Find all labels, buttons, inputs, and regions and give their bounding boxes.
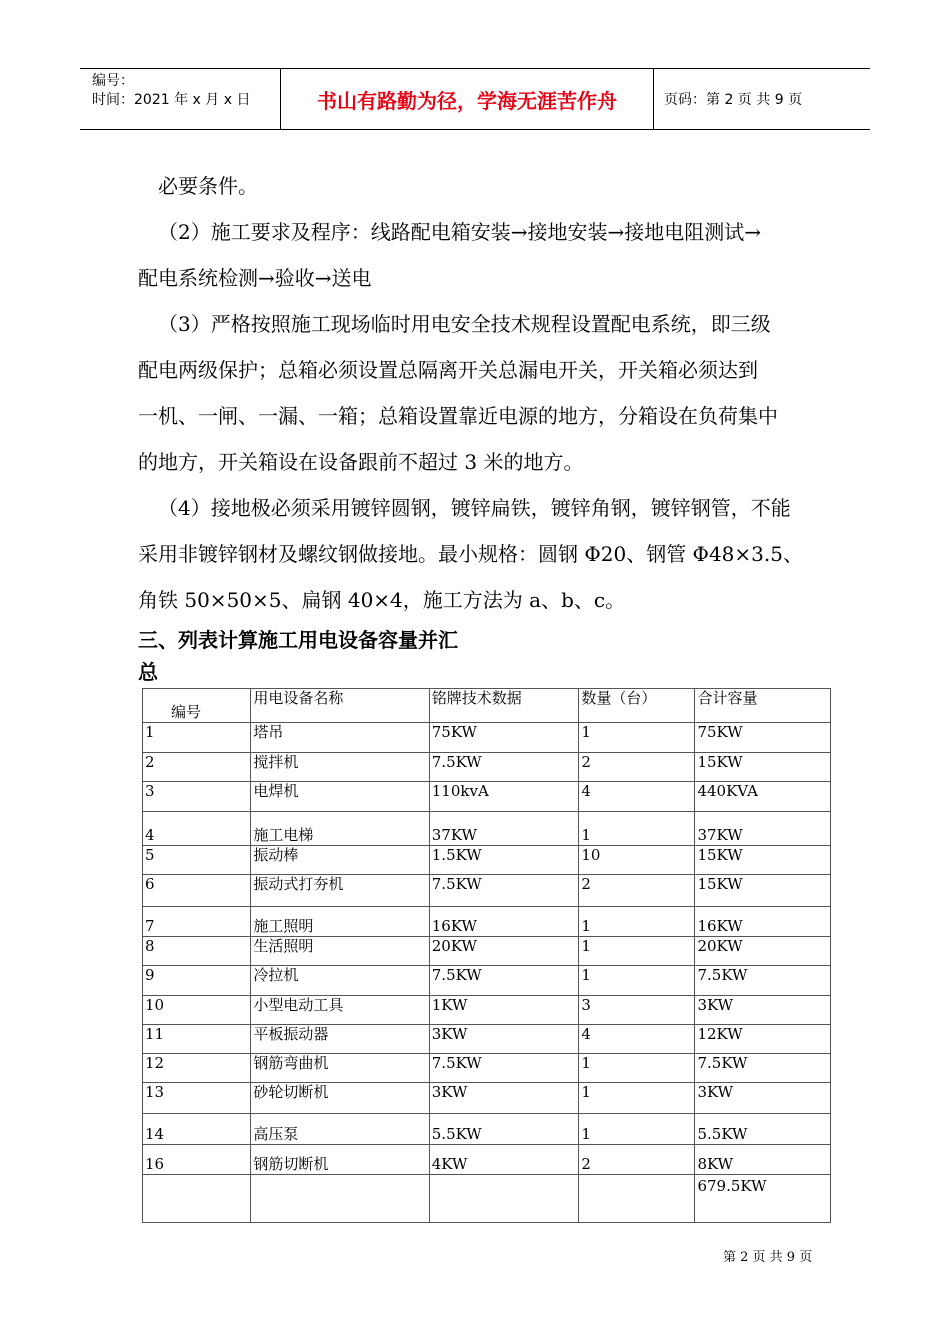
cell-spec: 1.5KW <box>429 846 579 875</box>
cell-total: 8KW <box>695 1145 831 1175</box>
cell-total: 12KW <box>695 1025 831 1054</box>
para4-line-1: （4）接地极必须采用镀锌圆钢，镀锌扁铁，镀锌角钢，镀锌钢管，不能 <box>158 496 791 520</box>
table-row <box>143 1114 831 1145</box>
table-row <box>143 1054 831 1083</box>
table-row <box>143 812 831 846</box>
cell-empty <box>143 1175 251 1223</box>
cell-spec: 7.5KW <box>429 753 579 782</box>
cell-name: 高压泵 <box>251 1114 429 1145</box>
table-row <box>143 937 831 966</box>
para3-line-3: 一机、一闸、一漏、一箱；总箱设置靠近电源的地方，分箱设在负荷集中 <box>138 404 778 428</box>
cell-spec: 110kvA <box>429 782 579 812</box>
cell-empty <box>429 1175 579 1223</box>
cell-empty <box>579 1175 695 1223</box>
cell-name: 施工电梯 <box>251 812 429 846</box>
cell-number: 8 <box>143 937 251 966</box>
cell-total: 15KW <box>695 875 831 907</box>
cell-qty: 1 <box>579 966 695 996</box>
cell-qty: 1 <box>579 1083 695 1114</box>
table-row <box>143 753 831 782</box>
cell-name: 塔吊 <box>251 723 429 753</box>
cell-spec: 5.5KW <box>429 1114 579 1145</box>
para3-line-2: 配电两级保护；总箱必须设置总隔离开关总漏电开关，开关箱必须达到 <box>138 358 758 382</box>
cell-qty: 2 <box>579 1145 695 1175</box>
table-total-row <box>143 1175 831 1223</box>
cell-name: 冷拉机 <box>251 966 429 996</box>
cell-total: 3KW <box>695 1083 831 1114</box>
cell-name: 钢筋切断机 <box>251 1145 429 1175</box>
table-row <box>143 996 831 1025</box>
cell-name: 砂轮切断机 <box>251 1083 429 1114</box>
cell-number: 11 <box>143 1025 251 1054</box>
header-cell-total: 合计容量 <box>695 689 831 723</box>
cell-number: 7 <box>143 907 251 937</box>
cell-number: 9 <box>143 966 251 996</box>
para3-line-1: （3）严格按照施工现场临时用电安全技术规程设置配电系统，即三级 <box>158 312 771 336</box>
cell-qty: 4 <box>579 1025 695 1054</box>
cell-number: 2 <box>143 753 251 782</box>
cell-name: 电焊机 <box>251 782 429 812</box>
cell-spec: 37KW <box>429 812 579 846</box>
section-title-line-1: 三、列表计算施工用电设备容量并汇 <box>138 628 458 652</box>
table-row <box>143 723 831 753</box>
cell-total: 5.5KW <box>695 1114 831 1145</box>
cell-qty: 1 <box>579 1054 695 1083</box>
cell-name: 振动棒 <box>251 846 429 875</box>
cell-number: 13 <box>143 1083 251 1114</box>
table-row <box>143 966 831 996</box>
cell-name: 振动式打夯机 <box>251 875 429 907</box>
header-cell-qty: 数量（台） <box>579 689 695 723</box>
cell-qty: 1 <box>579 907 695 937</box>
cell-number: 5 <box>143 846 251 875</box>
table-row <box>143 1145 831 1175</box>
cell-qty: 2 <box>579 875 695 907</box>
cell-total: 15KW <box>695 846 831 875</box>
header-page-cell <box>654 69 870 129</box>
cell-number: 14 <box>143 1114 251 1145</box>
header-cell-number: 编号 <box>143 689 251 723</box>
cell-name: 平板振动器 <box>251 1025 429 1054</box>
cell-name: 施工照明 <box>251 907 429 937</box>
cell-spec: 3KW <box>429 1083 579 1114</box>
cell-qty: 4 <box>579 782 695 812</box>
para3-line-4: 的地方，开关箱设在设备跟前不超过 3 米的地方。 <box>138 450 584 474</box>
cell-spec: 7.5KW <box>429 875 579 907</box>
cell-total: 16KW <box>695 907 831 937</box>
table-row <box>143 782 831 812</box>
cell-qty: 1 <box>579 1114 695 1145</box>
cell-total: 440KVA <box>695 782 831 812</box>
cell-number: 10 <box>143 996 251 1025</box>
cell-name: 搅拌机 <box>251 753 429 782</box>
table-row <box>143 846 831 875</box>
cell-qty: 1 <box>579 937 695 966</box>
cell-spec: 1KW <box>429 996 579 1025</box>
cell-qty: 3 <box>579 996 695 1025</box>
cell-number: 16 <box>143 1145 251 1175</box>
para4-line-2: 采用非镀锌钢材及螺纹钢做接地。最小规格：圆钢 Φ20、钢管 Φ48×3.5、 <box>138 542 803 566</box>
cell-number: 1 <box>143 723 251 753</box>
header-page-label: 页码：第 2 页 共 9 页 <box>664 92 803 108</box>
table-row <box>143 907 831 937</box>
header-cell-spec: 铭牌技术数据 <box>429 689 579 723</box>
cell-total: 7.5KW <box>695 1054 831 1083</box>
equipment-table <box>142 688 831 1223</box>
header-time-label: 时间：2021 年 x 月 x 日 <box>92 92 251 108</box>
cell-number: 6 <box>143 875 251 907</box>
cell-spec: 16KW <box>429 907 579 937</box>
table-row <box>143 875 831 907</box>
cell-total: 37KW <box>695 812 831 846</box>
cell-spec: 7.5KW <box>429 966 579 996</box>
cell-name: 生活照明 <box>251 937 429 966</box>
cell-empty <box>251 1175 429 1223</box>
page-header <box>80 68 870 130</box>
cell-spec: 7.5KW <box>429 1054 579 1083</box>
cell-name: 小型电动工具 <box>251 996 429 1025</box>
cell-total: 7.5KW <box>695 966 831 996</box>
cell-grand-total: 679.5KW <box>695 1175 831 1223</box>
para2-line-1: （2）施工要求及程序：线路配电箱安装→接地安装→接地电阻测试→ <box>158 220 761 244</box>
cell-qty: 2 <box>579 753 695 782</box>
cell-total: 15KW <box>695 753 831 782</box>
cell-total: 75KW <box>695 723 831 753</box>
cell-total: 20KW <box>695 937 831 966</box>
header-meta <box>80 69 281 129</box>
header-cell-name: 用电设备名称 <box>251 689 429 723</box>
cell-number: 3 <box>143 782 251 812</box>
cell-spec: 4KW <box>429 1145 579 1175</box>
table-header-row <box>143 689 831 723</box>
section-title-line-2: 总 <box>138 660 158 684</box>
header-motto-cell <box>281 69 654 129</box>
table-row <box>143 1025 831 1054</box>
cell-number: 12 <box>143 1054 251 1083</box>
para4-line-3: 角铁 50×50×5、扁钢 40×4，施工方法为 a、b、c。 <box>138 588 626 612</box>
para2-line-2: 配电系统检测→验收→送电 <box>138 266 372 290</box>
body-line-1: 必要条件。 <box>158 174 258 198</box>
header-motto: 书山有路勤为径，学海无涯苦作舟 <box>317 88 617 113</box>
cell-qty: 1 <box>579 723 695 753</box>
cell-spec: 75KW <box>429 723 579 753</box>
cell-spec: 20KW <box>429 937 579 966</box>
cell-qty: 10 <box>579 846 695 875</box>
cell-spec: 3KW <box>429 1025 579 1054</box>
page-footer: 第 2 页 共 9 页 <box>723 1250 813 1265</box>
cell-name: 钢筋弯曲机 <box>251 1054 429 1083</box>
table-row <box>143 1083 831 1114</box>
cell-total: 3KW <box>695 996 831 1025</box>
cell-number: 4 <box>143 812 251 846</box>
header-code-label: 编号： <box>92 73 134 89</box>
cell-qty: 1 <box>579 812 695 846</box>
